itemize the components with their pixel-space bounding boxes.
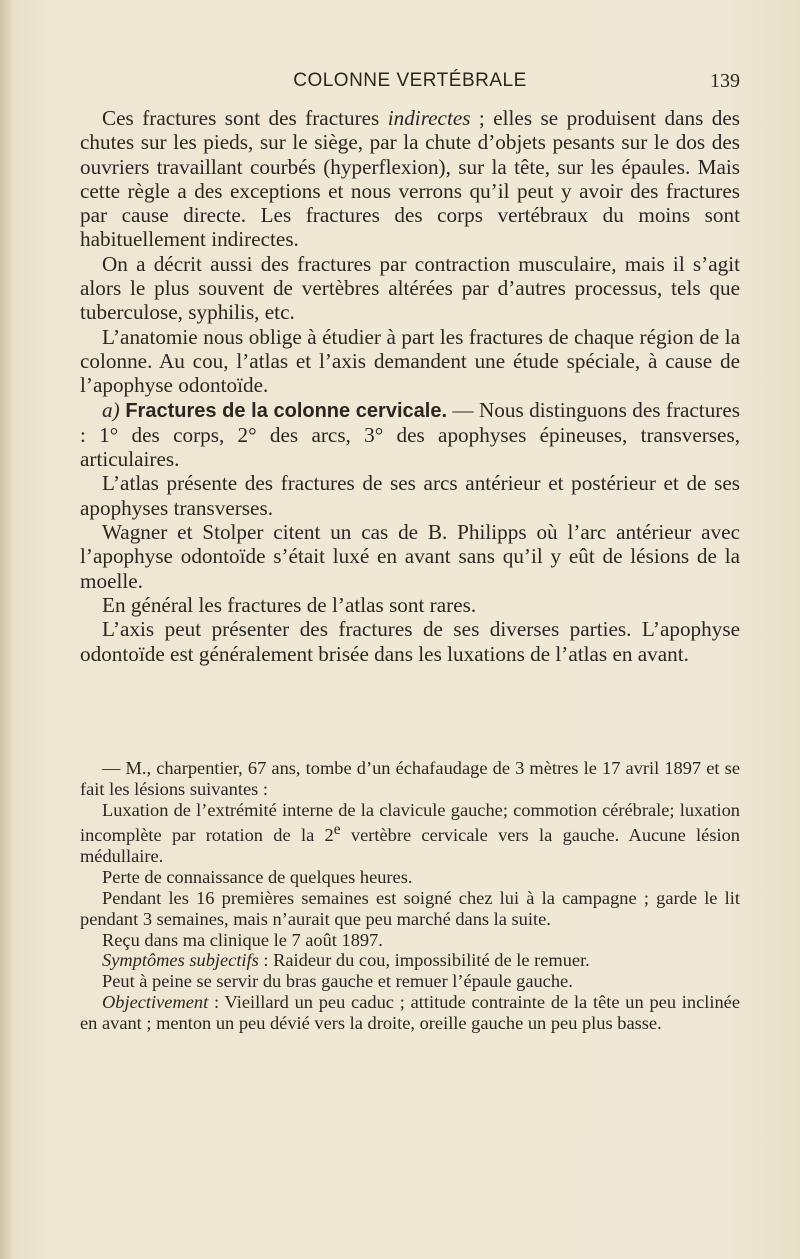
running-title: COLONNE VERTÉBRALE <box>293 70 527 91</box>
section-heading: Fractures de la colonne cervicale. <box>119 399 447 422</box>
case-arm: Peut à peine se servir du bras gauche et remuer l’épaule gauche. <box>102 971 573 992</box>
section-marker: a) <box>102 397 120 422</box>
paragraph-wagner-stolper: Wagner et Stolper citent un cas de B. Philipps où l’arc antérieur avec l’apophyse odontoïde s’était luxé en avant sans qu’il y eût de lésions de la moelle. <box>80 520 740 593</box>
paragraph-muscular-contraction: On a décrit aussi des fractures par contraction musculaire, mais il s’agit alors le plus souvent de vertèbres altérées par d’autres processus, tels que tuberculose, syphilis, etc. <box>80 251 740 325</box>
case-treatment: Pendant les 16 premières semaines est soigné chez lui à la campagne ; garde le lit pendant 3 semaines, mais n’aurait que peu marché dans la suite. <box>80 887 740 929</box>
case-report <box>80 758 740 1033</box>
emphasis-indirectes: indirectes <box>387 106 471 130</box>
case-lesions: Luxation de l’extrémité interne de la clavicule gauche; commotion cérébrale; luxation incomplète par rotation de la 2e vertèbre cervicale vers la gauche. Aucune lésion médullaire. <box>80 799 740 867</box>
page-number: 139 <box>710 70 740 92</box>
page-header <box>80 68 740 96</box>
case-subjective-symptoms: Symptômes subjectifs : Raideur du cou, impossibilité de le remuer. <box>102 950 590 971</box>
book-spine-shadow <box>0 0 12 1259</box>
case-intro: — M., charpentier, 67 ans, tombe d’un échafaudage de 3 mètres le 17 avril 1897 et se fait les lésions suivantes : <box>80 758 740 799</box>
paragraph-atlas-rare: En général les fractures de l’atlas sont rares. <box>102 592 477 617</box>
paragraph-anatomy: L’anatomie nous oblige à étudier à part les fractures de chaque région de la colonne. Au cou, l’atlas et l’axis demandent une étude spéciale, à cause de l’apophyse odontoïde. <box>80 324 740 398</box>
case-objective: Objectivement : Vieillard un peu caduc ; attitude contrainte de la tête un peu inclinée en avant ; menton un peu dévié vers la droite, oreille gauche un peu plus basse. <box>80 991 740 1033</box>
case-admission: Reçu dans ma clinique le 7 août 1897. <box>102 929 383 950</box>
paragraph-atlas: L’atlas présente des fractures de ses arcs antérieur et postérieur et de ses apophyses transverses. <box>80 471 740 520</box>
main-text <box>80 106 740 666</box>
case-unconsciousness: Perte de connaissance de quelques heures. <box>102 867 413 888</box>
paragraph-cervical-heading: a) Fractures de la colonne cervicale. — Nous distinguons des fractures : 1° des corps, 2° des arcs, 3° des apophyses épineuses, transverses, articulaires. <box>80 397 740 472</box>
paragraph-axis: L’axis peut présenter des fractures de ses diverses parties. L’apophyse odontoïde est généralement brisée dans les luxations de l’atlas en avant. <box>80 617 740 666</box>
paragraph-indirect-fractures: Ces fractures sont des fractures indirectes ; elles se produisent dans des chutes sur les pieds, sur le siège, par la chute d’objets pesants sur le dos des ouvriers travaillant courbés (hyperflexion), sur la tête, sur les épaules. Mais cette règle a des exceptions et nous verrons qu’il peut y avoir des fractures par cause directe. Les fractures des corps vertébraux du moins sont habituellement indirectes. <box>80 106 740 252</box>
